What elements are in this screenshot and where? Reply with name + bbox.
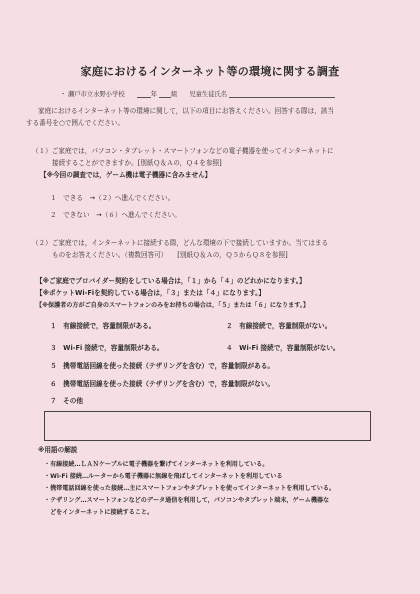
name-field[interactable] — [229, 90, 335, 98]
grade-label: 年 — [150, 91, 157, 98]
q2-option-6[interactable]: ６ 携帯電話回線を使った接続（テザリングを含む）で，容量制限がない。 — [50, 380, 274, 388]
class-field[interactable] — [159, 90, 171, 98]
q2-option-1[interactable]: １ 有線接続で，容量制限がある。 — [50, 322, 156, 330]
glossary-item-5: どをインターネットに接続すること。 — [44, 509, 154, 516]
glossary-item-2: ・Wi-Fi 接続…ルーターから電子機器に無線を飛ばしてインターネットを利用している — [44, 473, 283, 480]
q1-option-1[interactable]: １ できる →（２）へ進んでください。 — [50, 194, 175, 202]
q2-option-4[interactable]: ４ Wi-Fi 接続で，容量制限がない。 — [226, 344, 340, 352]
q2-line-1: （２）ご家庭では，インターネットに接続する際，どんな環境の下で接続していますか。当てはまる — [32, 239, 329, 247]
intro-line-2: する番号を○で囲んでください。 — [26, 119, 125, 127]
q2-option-7[interactable]: ７ その他 — [50, 397, 83, 405]
school-name: 瀬戸市立水野小学校 — [68, 91, 125, 98]
q1-line-2: 接続することができますか。[別紙Ｑ＆Ａの，Ｑ４を参照] — [52, 159, 222, 167]
page-title: 家庭におけるインターネット等の環境に関する調査 — [80, 65, 340, 78]
q1-note: 【※今回の調査では，ゲーム機は電子機器に含みません】 — [40, 171, 212, 179]
q2-note-2: 【※ポケットWi-Fiを契約している場合は，「３」または「４」になります。】 — [36, 289, 265, 297]
grade-field[interactable] — [137, 90, 151, 98]
glossary-item-4: ・テザリング…スマートフォンなどのデータ通信を利用して，パソコンやタブレット端末，ゲーム機器な — [44, 497, 330, 504]
respondent-line: ・ 瀬戸市立水野小学校 年 組 児童生徒氏名 — [60, 89, 380, 98]
q2-note-3: 【※保護者の方がご自身のスマートフォンのみをお持ちの場合は，「５」または「６」になります。】 — [36, 302, 309, 309]
q2-option-2[interactable]: ２ 有線接続で，容量制限がない。 — [226, 322, 332, 330]
name-label: 児童生徒氏名 — [189, 91, 228, 98]
q2-note-1: 【※ご家庭でプロバイダー契約をしている場合は，「１」から「４」のどれかになります。】 — [36, 277, 306, 285]
class-label: 組 — [171, 91, 178, 98]
other-answer-box[interactable] — [44, 411, 371, 441]
q1-line-1: （１）ご家庭では，パソコン・タブレット・スマートフォンなどの電子機器を使ってインターネットに — [32, 147, 334, 155]
q2-line-2: ものをお答えください。（複数回答可） [別紙Ｑ＆Ａの，Ｑ５からＱ８を参照] — [52, 251, 288, 259]
q2-option-3[interactable]: ３ Wi-Fi 接続で，容量制限がある。 — [50, 344, 164, 352]
glossary-item-3: ・携帯電話回線を使った接続…主にスマートフォンやタブレットを使ってインターネットを利用している。 — [44, 485, 336, 492]
q1-option-2[interactable]: ２ できない →（６）へ進んでください。 — [50, 211, 181, 219]
glossary-item-1: ・有線接続…ＬＡＮケーブルに電子機器を繋げてインターネットを利用している。 — [44, 461, 269, 468]
intro-line-1: 家庭におけるインターネット等の環境に関して，以下の項目にお答えください。回答する際は，該当 — [38, 107, 334, 115]
glossary-heading: ※用語の解説 — [38, 446, 78, 454]
q2-option-5[interactable]: ５ 携帯電話回線を使った接続（テザリングを含む）で，容量制限がある。 — [50, 362, 274, 370]
